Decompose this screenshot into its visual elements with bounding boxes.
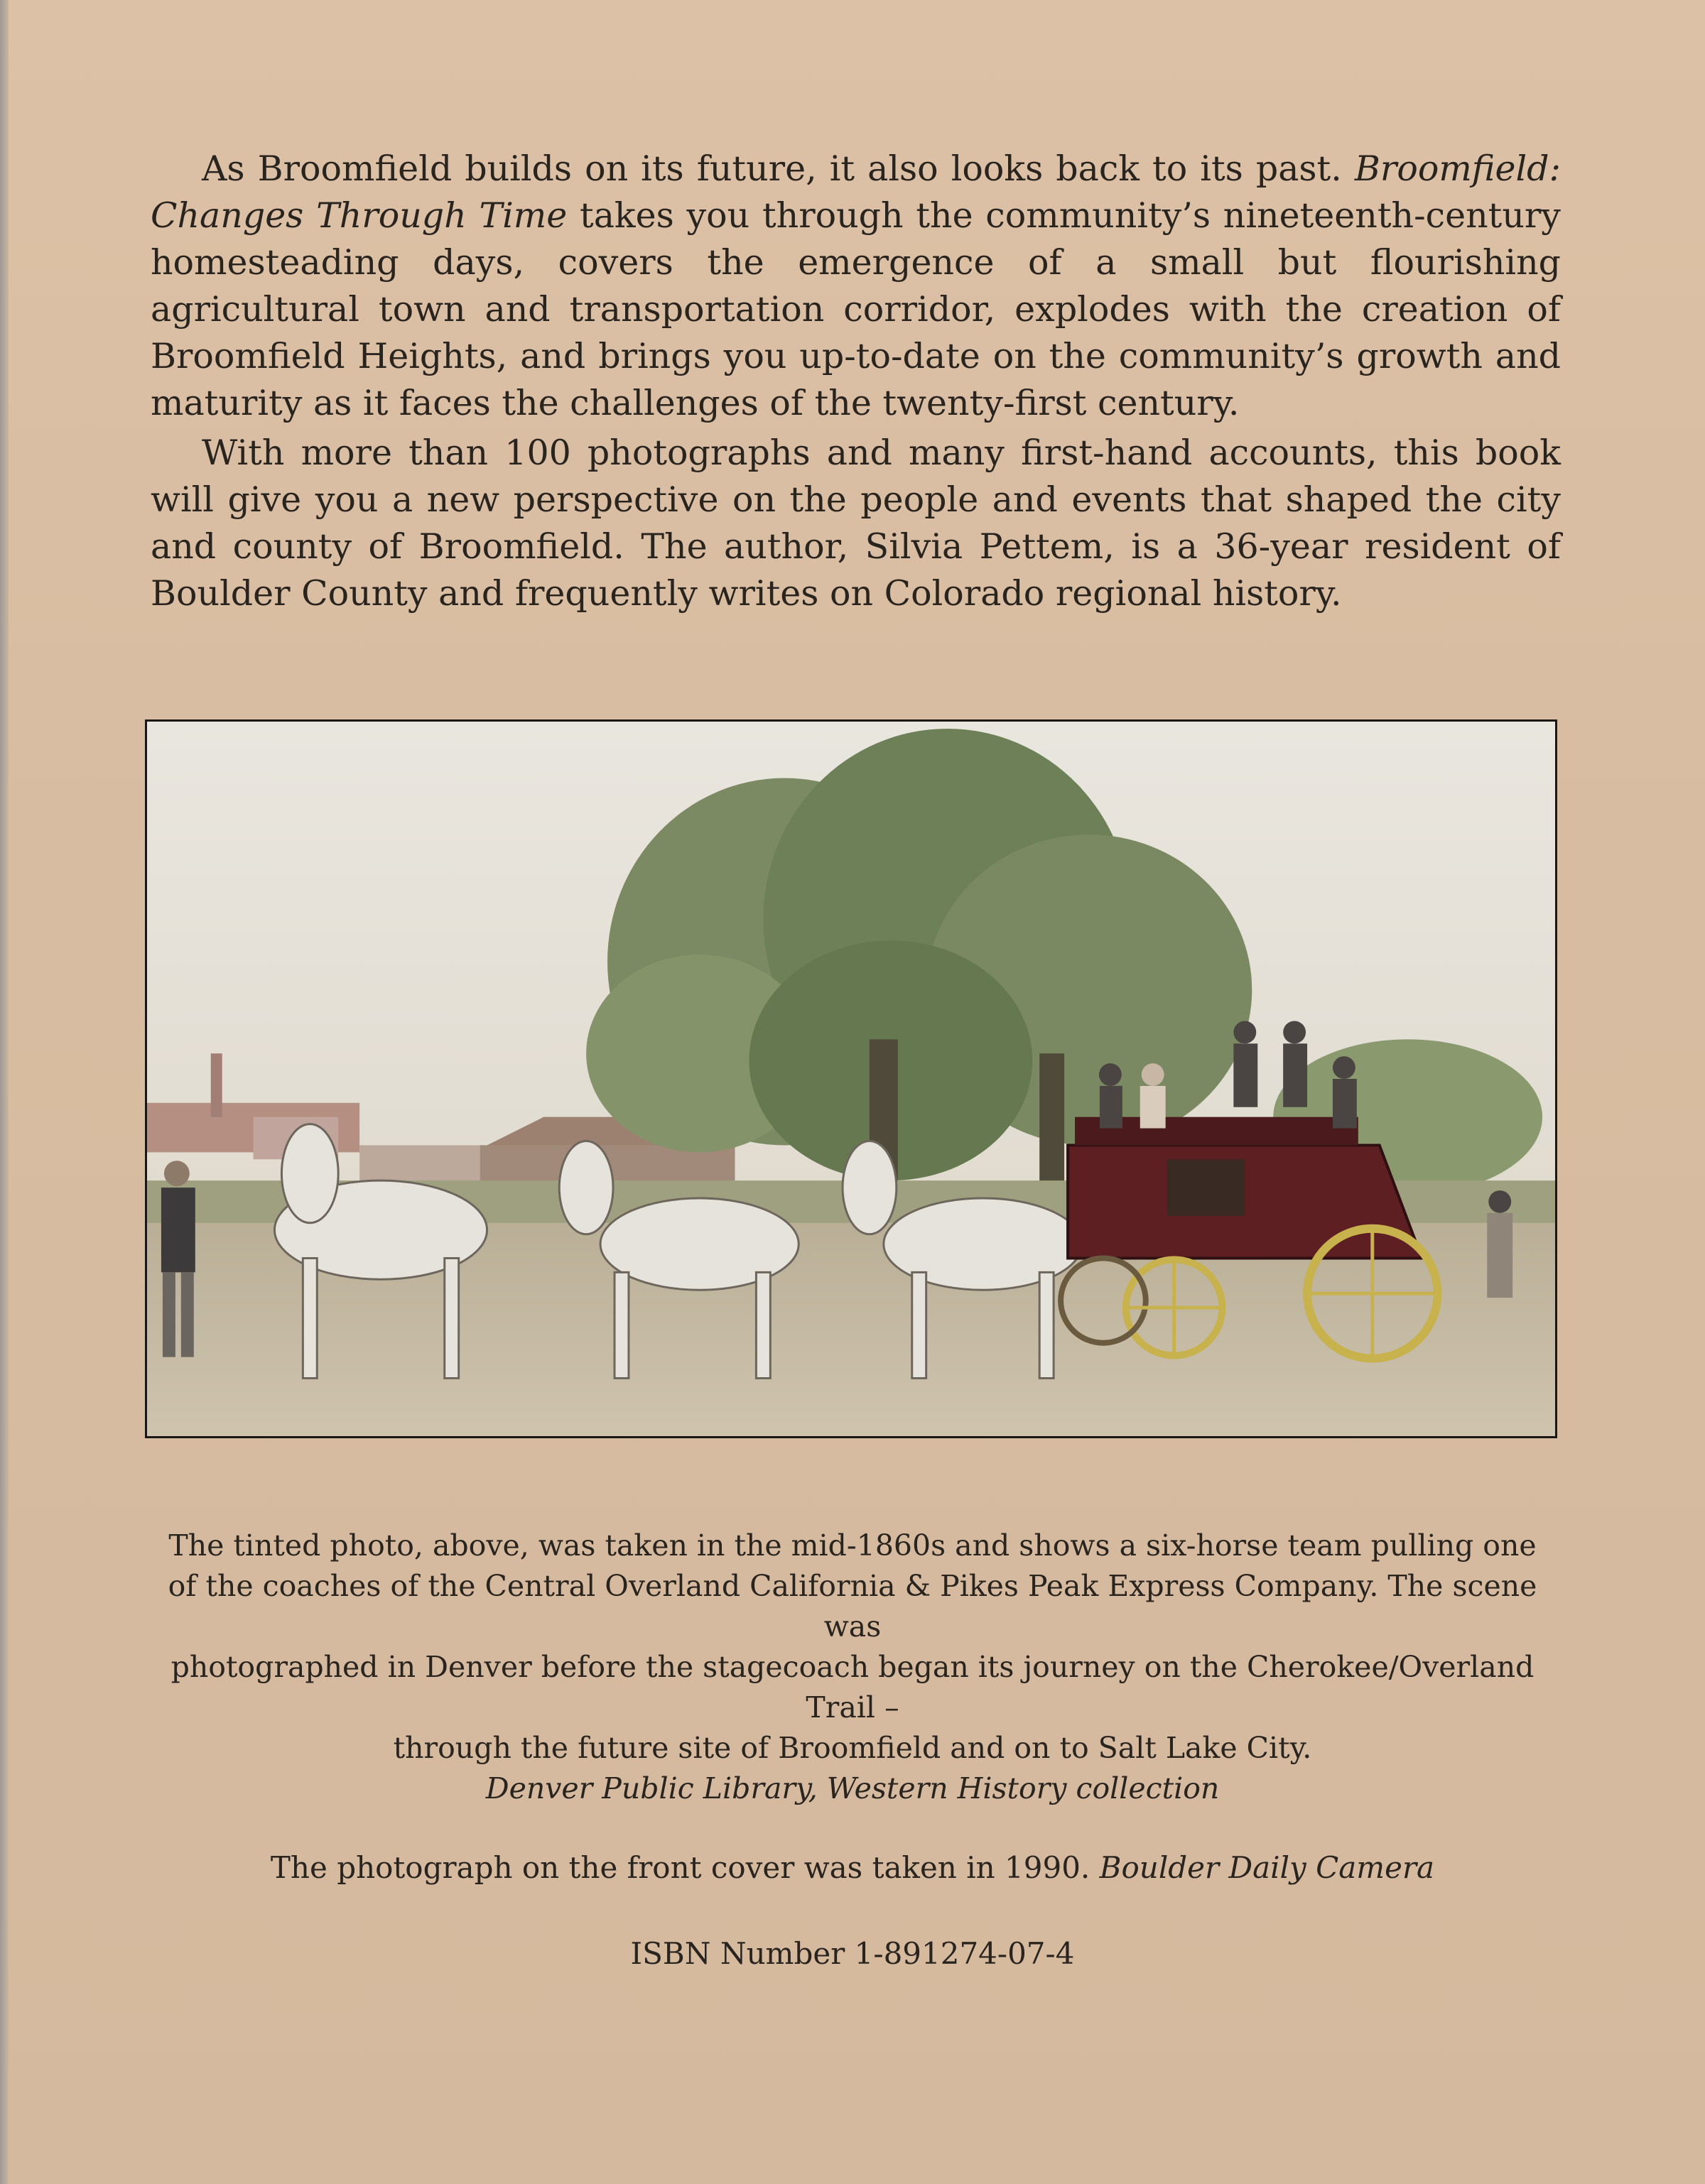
blurb-p1-start: As Broomfield builds on its future, it also looks back to its past. bbox=[202, 148, 1342, 189]
blurb-p1-rest: takes you through the community’s nineteenth-century homesteading days, covers the emergence of a small but flourishing agricultural town and transportation corridor, explodes with the creation of Broomfield Heights, and brings you up-to-date on the community’s growth and maturity as it faces the challenges of the twenty-first century. bbox=[151, 195, 1561, 423]
book-title: Broomfield: Changes Through Time bbox=[151, 148, 1561, 236]
front-cover-credit bbox=[142, 1850, 1563, 1885]
caption-source: Denver Public Library, Western History collection bbox=[485, 1771, 1220, 1805]
photo-caption bbox=[142, 1526, 1563, 1809]
caption-line-1: The tinted photo, above, was taken in the mid-1860s and shows a six-horse team pulling one bbox=[168, 1528, 1537, 1563]
stagecoach-photo bbox=[145, 719, 1557, 1438]
stagecoach-illustration bbox=[147, 722, 1555, 1436]
spine-edge bbox=[0, 0, 9, 2184]
isbn-number: ISBN Number 1-891274-07-4 bbox=[630, 1936, 1075, 1971]
caption-line-4: through the future site of Broomfield and on to Salt Lake City. bbox=[393, 1731, 1312, 1765]
blurb-paragraph-2 bbox=[151, 430, 1561, 617]
caption-line-2: of the coaches of the Central Overland California & Pikes Peak Express Company. The scene was bbox=[168, 1569, 1537, 1644]
blurb-p2: With more than 100 photographs and many first-hand accounts, this book will give you a new perspective on the people and events that shaped the city and county of Broomfield. The author, Silvia Pettem, is a 36-year resident of Boulder County and frequently writes on Colorado regional history. bbox=[151, 433, 1561, 614]
blurb-paragraph-1 bbox=[151, 146, 1561, 427]
front-cover-credit-source: Boulder Daily Camera bbox=[1099, 1850, 1435, 1885]
caption-line-3: photographed in Denver before the stagecoach began its journey on the Cherokee/Overland Trail – bbox=[170, 1650, 1534, 1724]
front-cover-credit-text: The photograph on the front cover was taken in 1990. bbox=[270, 1850, 1090, 1885]
